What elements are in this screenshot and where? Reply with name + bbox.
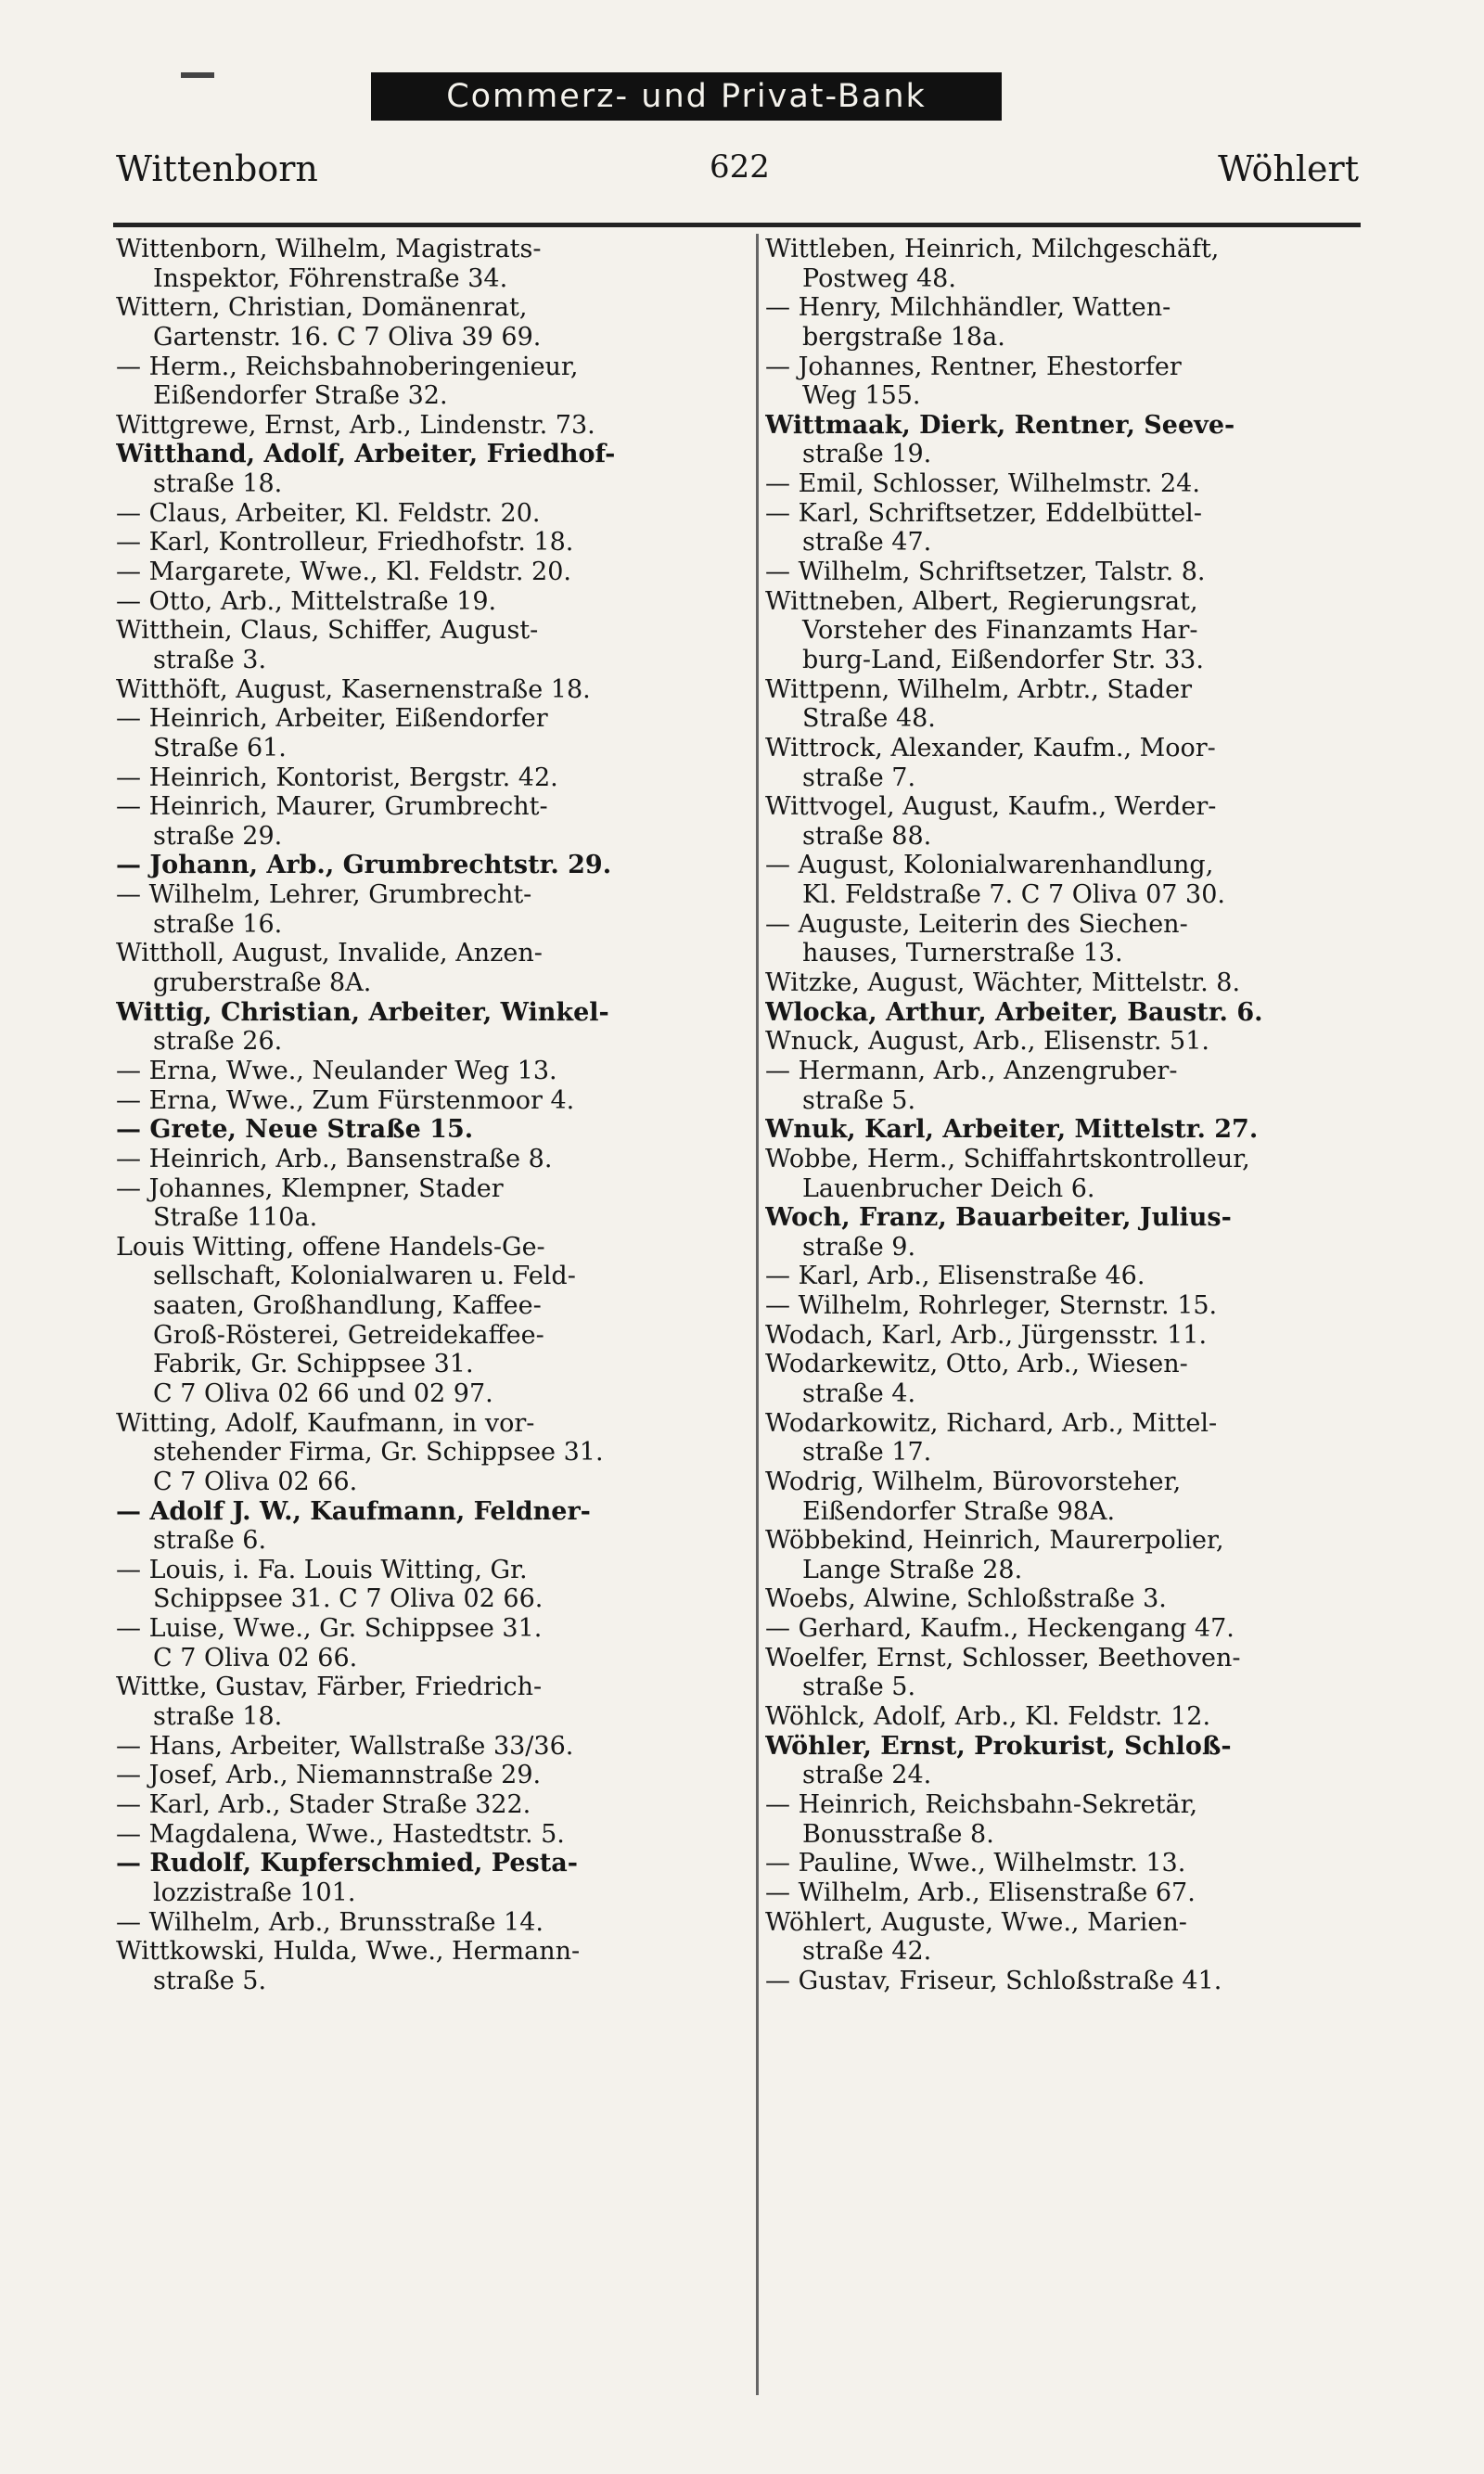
directory-entry-line: Lange Straße 28. xyxy=(802,1555,1023,1584)
directory-entry-line: — Johann, Arb., Grumbrechtstr. 29. xyxy=(116,851,612,880)
directory-entry-line: Schippsee 31. C 7 Oliva 02 66. xyxy=(153,1584,544,1614)
directory-entry-line: — Josef, Arb., Niemannstraße 29. xyxy=(116,1761,542,1790)
directory-entry-line: — Emil, Schlosser, Wilhelmstr. 24. xyxy=(765,469,1200,499)
directory-entry-line: Vorsteher des Finanzamts Har- xyxy=(802,616,1198,646)
directory-entry-line: — Louis, i. Fa. Louis Witting, Gr. xyxy=(116,1555,528,1584)
directory-entry-line: Wodach, Karl, Arb., Jürgensstr. 11. xyxy=(765,1320,1208,1350)
directory-entry-line: Wlocka, Arthur, Arbeiter, Baustr. 6. xyxy=(765,997,1263,1027)
directory-entry-line: Fabrik, Gr. Schippsee 31. xyxy=(153,1350,474,1379)
directory-entry-line: — Johannes, Rentner, Ehestorfer xyxy=(765,352,1182,381)
header-rule xyxy=(113,223,1361,227)
directory-entry-line: saaten, Großhandlung, Kaffee- xyxy=(153,1291,542,1321)
directory-entry-line: — Margarete, Wwe., Kl. Feldstr. 20. xyxy=(116,558,571,587)
directory-entry-line: Wittgrewe, Ernst, Arb., Lindenstr. 73. xyxy=(116,410,595,440)
directory-entry-line: — Heinrich, Kontorist, Bergstr. 42. xyxy=(116,763,558,792)
directory-entry-line: Wodrig, Wilhelm, Bürovorsteher, xyxy=(765,1467,1182,1496)
directory-entry-line: lozzistraße 101. xyxy=(153,1878,356,1907)
directory-entry-line: Straße 110a. xyxy=(153,1203,318,1233)
directory-entry-line: Wodarkewitz, Otto, Arb., Wiesen- xyxy=(765,1350,1188,1379)
directory-entry-line: — Erna, Wwe., Neulander Weg 13. xyxy=(116,1056,557,1085)
directory-entry-line: — Luise, Wwe., Gr. Schippsee 31. xyxy=(116,1614,543,1644)
directory-entry-line: C 7 Oliva 02 66. xyxy=(153,1467,358,1496)
directory-entry-line: — Heinrich, Reichsbahn-Sekretär, xyxy=(765,1789,1198,1819)
directory-entry-line: Woch, Franz, Bauarbeiter, Julius- xyxy=(765,1203,1232,1233)
directory-entry-line: — Claus, Arbeiter, Kl. Feldstr. 20. xyxy=(116,498,541,528)
directory-entry-line: hauses, Turnerstraße 13. xyxy=(802,939,1123,968)
directory-entry-line: straße 3. xyxy=(153,645,267,674)
directory-entry-line: straße 24. xyxy=(802,1761,932,1790)
directory-entry-line: straße 17. xyxy=(802,1438,932,1468)
directory-entry-line: straße 42. xyxy=(802,1937,932,1967)
directory-entry-line: Witthöft, August, Kasernenstraße 18. xyxy=(116,674,591,704)
column-divider xyxy=(756,234,759,2395)
directory-entry-line: Bonusstraße 8. xyxy=(802,1819,994,1849)
directory-entry-line: — Wilhelm, Arb., Elisenstraße 67. xyxy=(765,1878,1196,1907)
bank-banner: Commerz- und Privat-Bank xyxy=(371,72,1002,121)
directory-entry-line: Wittern, Christian, Domänenrat, xyxy=(116,293,528,323)
directory-entry-line: Kl. Feldstraße 7. C 7 Oliva 07 30. xyxy=(802,880,1225,910)
header-left-keyword: Wittenborn xyxy=(116,148,318,189)
directory-entry-line: Woelfer, Ernst, Schlosser, Beethoven- xyxy=(765,1643,1241,1673)
directory-entry-line: Lauenbrucher Deich 6. xyxy=(802,1173,1095,1203)
directory-entry-line: — Wilhelm, Rohrleger, Sternstr. 15. xyxy=(765,1291,1218,1321)
directory-entry-line: Wöhlck, Adolf, Arb., Kl. Feldstr. 12. xyxy=(765,1702,1211,1732)
directory-entry-line: Wittvogel, August, Kaufm., Werder- xyxy=(765,792,1217,822)
directory-entry-line: — Karl, Kontrolleur, Friedhofstr. 18. xyxy=(116,528,574,558)
directory-entry-line: Weg 155. xyxy=(802,381,921,411)
directory-entry-line: straße 88. xyxy=(802,821,932,851)
directory-entry-line: straße 18. xyxy=(153,469,283,499)
directory-entry-line: — Karl, Schriftsetzer, Eddelbüttel- xyxy=(765,498,1202,528)
directory-entry-line: straße 29. xyxy=(153,821,283,851)
directory-entry-line: straße 5. xyxy=(802,1085,916,1115)
directory-entry-line: straße 6. xyxy=(153,1526,267,1556)
directory-entry-line: gruberstraße 8A. xyxy=(153,968,372,998)
directory-entry-line: Wöhlert, Auguste, Wwe., Marien- xyxy=(765,1907,1187,1937)
directory-entry-line: straße 9. xyxy=(802,1232,916,1262)
directory-entry-line: Gartenstr. 16. C 7 Oliva 39 69. xyxy=(153,322,542,352)
directory-entry-line: Wittke, Gustav, Färber, Friedrich- xyxy=(116,1673,543,1702)
directory-entry-line: Postweg 48. xyxy=(802,263,956,293)
directory-entry-line: Wittig, Christian, Arbeiter, Winkel- xyxy=(116,997,609,1027)
directory-entry-line: — Auguste, Leiterin des Siechen- xyxy=(765,909,1188,939)
directory-entry-line: — Wilhelm, Lehrer, Grumbrecht- xyxy=(116,880,532,910)
directory-entry-line: Wnuck, August, Arb., Elisenstr. 51. xyxy=(765,1027,1209,1057)
directory-entry-line: Wittkowski, Hulda, Wwe., Hermann- xyxy=(116,1937,581,1967)
directory-entry-line: — Pauline, Wwe., Wilhelmstr. 13. xyxy=(765,1849,1186,1878)
directory-entry-line: Wöbbekind, Heinrich, Maurerpolier, xyxy=(765,1526,1224,1556)
directory-entry-line: Wodarkowitz, Richard, Arb., Mittel- xyxy=(765,1408,1218,1438)
directory-entry-line: straße 16. xyxy=(153,909,283,939)
decorative-dash xyxy=(181,72,214,78)
directory-entry-line: Wittleben, Heinrich, Milchgeschäft, xyxy=(765,235,1220,263)
directory-entry-line: straße 26. xyxy=(153,1027,283,1057)
directory-entry-line: Wittpenn, Wilhelm, Arbtr., Stader xyxy=(765,674,1192,704)
directory-entry-line: stehender Firma, Gr. Schippsee 31. xyxy=(153,1438,604,1468)
directory-entry-line: — Heinrich, Maurer, Grumbrecht- xyxy=(116,792,548,822)
directory-entry-line: Wobbe, Herm., Schiffahrtskontrolleur, xyxy=(765,1144,1250,1173)
directory-entry-line: Wittholl, August, Invalide, Anzen- xyxy=(116,939,543,968)
directory-entry-line: — Rudolf, Kupferschmied, Pesta- xyxy=(116,1849,578,1878)
directory-entry-line: Witzke, August, Wächter, Mittelstr. 8. xyxy=(765,968,1241,998)
directory-entry-line: — Hermann, Arb., Anzengruber- xyxy=(765,1056,1178,1085)
directory-entry-line: Wittneben, Albert, Regierungsrat, xyxy=(765,586,1198,616)
directory-entry-line: straße 18. xyxy=(153,1702,283,1732)
directory-entry-line: Groß-Rösterei, Getreidekaffee- xyxy=(153,1320,544,1350)
directory-entry-line: Witting, Adolf, Kaufmann, in vor- xyxy=(116,1408,535,1438)
directory-entry-line: Straße 61. xyxy=(153,733,287,763)
directory-entry-line: burg-Land, Eißendorfer Str. 33. xyxy=(802,645,1204,674)
directory-entry-line: bergstraße 18a. xyxy=(802,322,1005,352)
page-header xyxy=(116,148,1359,204)
directory-entry-line: — August, Kolonialwarenhandlung, xyxy=(765,851,1214,880)
directory-entry-line: — Gustav, Friseur, Schloßstraße 41. xyxy=(765,1966,1222,1995)
directory-entry-line: straße 5. xyxy=(802,1673,916,1702)
directory-entry-line: straße 5. xyxy=(153,1966,267,1995)
directory-entry-line: C 7 Oliva 02 66. xyxy=(153,1643,358,1673)
directory-entry-line: — Adolf J. W., Kaufmann, Feldner- xyxy=(116,1496,591,1526)
directory-entry-line: Inspektor, Föhrenstraße 34. xyxy=(153,263,508,293)
directory-entry-line: — Heinrich, Arb., Bansenstraße 8. xyxy=(116,1144,553,1173)
directory-entry-line: Straße 48. xyxy=(802,704,936,734)
directory-entry-line: — Herm., Reichsbahnoberingenieur, xyxy=(116,352,579,381)
directory-entry-line: Wöhler, Ernst, Prokurist, Schloß- xyxy=(765,1731,1232,1761)
directory-entry-line: — Karl, Arb., Elisenstraße 46. xyxy=(765,1262,1145,1291)
directory-entry-line: Wittmaak, Dierk, Rentner, Seeve- xyxy=(765,410,1235,440)
directory-entry-line: straße 4. xyxy=(802,1378,916,1408)
directory-entry-line: — Karl, Arb., Stader Straße 322. xyxy=(116,1789,531,1819)
directory-entry-line: — Heinrich, Arbeiter, Eißendorfer xyxy=(116,704,548,734)
directory-entry-line: straße 47. xyxy=(802,528,932,558)
directory-entry-line: Wittrock, Alexander, Kaufm., Moor- xyxy=(765,733,1216,763)
directory-entry-line: Woebs, Alwine, Schloßstraße 3. xyxy=(765,1584,1167,1614)
directory-entry-line: sellschaft, Kolonialwaren u. Feld- xyxy=(153,1262,576,1291)
right-column xyxy=(765,235,1396,1995)
directory-entry-line: — Wilhelm, Arb., Brunsstraße 14. xyxy=(116,1907,544,1937)
directory-entry-line: straße 19. xyxy=(802,440,932,469)
directory-entry-line: — Wilhelm, Schriftsetzer, Talstr. 8. xyxy=(765,558,1206,587)
header-right-keyword: Wöhlert xyxy=(1218,148,1359,189)
directory-entry-line: — Henry, Milchhändler, Watten- xyxy=(765,293,1171,323)
directory-entry-line: — Otto, Arb., Mittelstraße 19. xyxy=(116,586,497,616)
page-number: 622 xyxy=(710,148,770,186)
directory-entry-line: — Gerhard, Kaufm., Heckengang 47. xyxy=(765,1614,1235,1644)
directory-entry-line: Witthand, Adolf, Arbeiter, Friedhof- xyxy=(116,440,616,469)
directory-entry-line: Eißendorfer Straße 98A. xyxy=(802,1496,1116,1526)
directory-entry-line: Witthein, Claus, Schiffer, August- xyxy=(116,616,539,646)
directory-entry-line: — Hans, Arbeiter, Wallstraße 33/36. xyxy=(116,1731,574,1761)
directory-entry-line: Wittenborn, Wilhelm, Magistrats- xyxy=(116,235,542,263)
directory-entry-line: straße 7. xyxy=(802,763,916,792)
directory-entry-line: — Grete, Neue Straße 15. xyxy=(116,1115,474,1145)
directory-entry-line: — Magdalena, Wwe., Hastedtstr. 5. xyxy=(116,1819,565,1849)
left-column xyxy=(116,235,747,1995)
directory-entry-line: Louis Witting, offene Handels-Ge- xyxy=(116,1232,545,1262)
directory-entry-line: — Johannes, Klempner, Stader xyxy=(116,1173,504,1203)
directory-entry-line: Wnuk, Karl, Arbeiter, Mittelstr. 27. xyxy=(765,1115,1259,1145)
directory-entry-line: C 7 Oliva 02 66 und 02 97. xyxy=(153,1378,493,1408)
directory-entry-line: — Erna, Wwe., Zum Fürstenmoor 4. xyxy=(116,1085,575,1115)
directory-entry-line: Eißendorfer Straße 32. xyxy=(153,381,448,411)
